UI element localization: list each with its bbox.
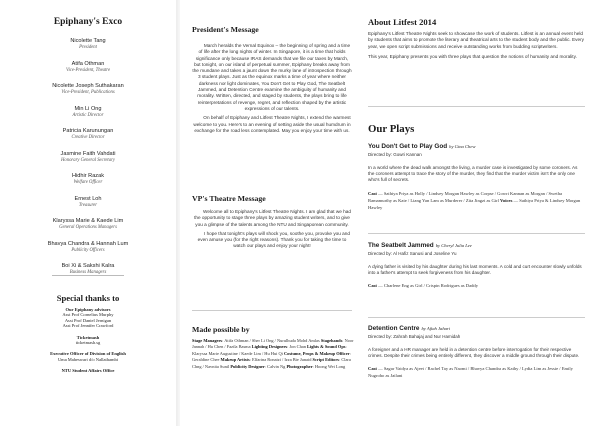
made-possible-heading: Made possible by — [192, 325, 250, 334]
member-name: Boi Xi & Sakshi Kalra — [61, 263, 115, 269]
play-entry — [368, 143, 585, 211]
exco-member — [0, 128, 176, 151]
play-author: by Afiah Jahari — [421, 326, 450, 331]
credit-names: Geraldine Chee — [192, 357, 220, 363]
exco-member — [0, 218, 176, 241]
credit-names: Jon Chan — [289, 344, 306, 350]
cast-list: — Sagar Vaidya as Ajeet / Rachel Tay as Naomi / Bhavya Chandra as Kathy / Lydia Lim as Jessie / Emily Nugroho as Jailani — [368, 366, 573, 379]
member-name: Min Li Ong — [74, 105, 102, 112]
thanks-line: Asst Prof Cornelius Murphy — [62, 312, 114, 318]
thanks-group — [0, 335, 176, 346]
exco-member — [0, 173, 176, 196]
exco-member — [0, 241, 176, 264]
about-paragraph: Epiphany's Litfest Theatre Nights seek to showcase the work of students. Litfest is an annual event held by students that aims to promote the literary and theatrical arts to the student body and the public. Every year, we open script submissions and receive outstanding works from budding scriptwriters. — [368, 31, 585, 49]
divider — [192, 310, 352, 311]
credit-role: Costume, Props & Makeup Officer — [283, 350, 350, 356]
cast-label: Cast — [368, 366, 377, 372]
play-synopsis: A dying father is visited by his daughter during his last moments. A cold and curt encounter slowly unfolds into a father's attempt to seek forgiveness from his daughter. — [368, 264, 582, 276]
member-role: Business Managers — [69, 270, 107, 275]
about-text — [368, 31, 585, 64]
member-role: Artistic Director — [72, 112, 104, 118]
cast-label: Cast — [368, 283, 377, 289]
vp-paragraph: Welcome all to Epiphany's Litfest Theatre Nights. I am glad that we had the opportunity to stage three plays by amazing student writers, and to give you a glimpse of the talents among the NTU and Singaporean community. — [194, 209, 351, 227]
exco-member — [0, 196, 176, 219]
about-heading: About Litfest 2014 — [368, 17, 437, 27]
plays-heading: Our Plays — [368, 123, 415, 135]
exco-member — [0, 106, 176, 129]
cast-list: — Charlene Eng as Girl / Crispin Rodrigues as Daddy — [378, 283, 478, 289]
president-heading: President's Message — [192, 25, 259, 34]
member-name: Atifa Othman — [71, 60, 105, 67]
vp-message — [192, 209, 352, 253]
exco-member — [0, 151, 176, 174]
about-paragraph: This year, Epiphany presents you with three plays that question the notions of humanity and morality. — [368, 53, 577, 59]
member-role: President — [79, 45, 97, 50]
exco-member — [0, 83, 176, 106]
member-role: Vice-President, Publications — [61, 90, 115, 95]
divider — [368, 233, 585, 234]
play-title: Detention Centre — [368, 325, 420, 332]
credit-names: Calvin Ng — [267, 363, 286, 369]
divider — [368, 106, 585, 107]
credit-names: Klaryssa Marie Augustine / Kaede Lim / Hu Hui Qi — [192, 350, 283, 356]
thanks-line: Asst Prof Jennifer Crawford — [62, 323, 114, 329]
exco-heading: Epiphany's Exco — [53, 17, 123, 27]
credit-role: Stage Managers — [192, 338, 223, 343]
credit-role: Script Editors — [312, 357, 339, 363]
divider — [368, 317, 585, 318]
messages-column — [192, 0, 354, 426]
thanks-group — [0, 368, 176, 373]
credit-role: Lighting Designers — [251, 344, 288, 350]
play-cast — [368, 190, 585, 211]
voices-list: — Sathiya Priya & Lindsey Morgan Hawley — [368, 197, 581, 210]
credit-names: Hoong Wei Long — [314, 363, 346, 369]
play-author: by Cheryl Julia Lee — [435, 243, 472, 248]
member-role: Honorary General Secretary — [61, 157, 115, 163]
exco-member — [0, 38, 176, 61]
credit-role: Publicity Designer — [230, 363, 265, 369]
member-name: Bhavya Chandra & Hannah Lum — [47, 240, 129, 247]
play-synopsis: A foreigner and a HR manager are held in a detention centre before interrogation for their respective crimes. Despite their crimes being entirely different, they discover a middle ground through their dispute. — [368, 347, 580, 359]
member-role: Welfare Officer — [73, 180, 103, 185]
divider — [52, 275, 124, 276]
thanks-group — [0, 351, 176, 362]
vp-paragraph: I hope that tonight's plays will shock you, soothe you, provoke you and even amuse you (for the right reasons). Thank you for taking the time to watch our plays and enjoy your night! — [197, 230, 351, 249]
member-role: Publicity Officers — [71, 247, 105, 253]
member-name: Hidhir Razak — [71, 173, 105, 179]
thanks-list — [0, 307, 176, 380]
voices-label: Voices — [500, 197, 513, 203]
member-name: Nicolette Joseph Suthakaran — [52, 83, 124, 89]
play-title-line — [368, 325, 585, 332]
play-director: Directed by: Zahrah Bahajaj and Nur Hamidah — [368, 334, 461, 339]
play-cast — [368, 282, 585, 289]
credits-list: Stage Managers: Atifa Othman / Sher Li Ong / Nurulhuda Mohd Amlas Stagehands: Noor Jannah / Hu Chen / Fazila Basma Lighting Designers: Jon Chan Lights & Sound Ops: Klaryssa Marie Augustine / Kaede Lim / Hu Hui Qi Costume, Props & Makeup Officer: Geraldine Chee Makeup Artists: Elfarina Ronaizi / Izza Bte Junaid Script Editors: Clara Chng / Navnita Sunil Publicity Designer: Calvin Ng Photographer: Hoong Wei Long — [192, 338, 354, 369]
president-paragraph: March heralds the Vernal Equinox – the beginning of spring and a time of life after the long nights of winter. In Singapore, it is a time that holds significance only because IRAS demands that we file our taxes by March, but tonight, on our island of perpetual summer, Epiphany breaks away from the mundane and takes a jaunt down the murky lane of introspection through 3 student plays. Just as the equinox marks a time of year where neither darkness nor light dominates, You Don't Get to Play God, The Seatbelt Jammed, and Detention Centre examine the ambiguity of humanity and morality. Written, directed, and staged by students, the plays bring to life reinterpretations of revenge, regret, and reflection shaped by the artistic expressions of our talents. — [192, 43, 352, 111]
play-author: by Gina Chew — [449, 144, 476, 149]
member-role: General Operations Managers — [59, 225, 117, 230]
vp-heading: VP's Theatre Message — [192, 194, 266, 203]
credit-names: Noor Jannah / Hu Chen / Fazila Basma — [192, 338, 354, 350]
thanks-line: ticketmash.sg — [75, 340, 101, 346]
play-title-line — [368, 242, 585, 249]
thanks-group-heading: Ticketmash — [76, 334, 100, 340]
page-fold — [176, 0, 180, 426]
member-role: Vice-President, Theatre — [65, 67, 111, 73]
exco-list — [0, 38, 176, 286]
play-cast — [368, 365, 585, 379]
cast-label: Cast — [368, 190, 377, 196]
thanks-line: Asst Prof Daniel Jernigan — [64, 317, 112, 323]
play-synopsis: In a world where the dead walk amongst the living, a murder case is investigated by some coroners. As the coroners attempt to trace the story of the murder, they find that the murder victim isn't the only one who's full of secrets. — [368, 165, 578, 183]
play-director: Directed by: Gowri Kannan — [368, 152, 422, 157]
thanks-heading: Special thanks to — [56, 293, 120, 303]
member-role: Creative Director — [71, 135, 105, 140]
member-name: Ernest Loh — [74, 195, 102, 202]
credit-names: Atifa Othman / Sher Li Ong / Nurulhuda Mohd Amlas — [224, 338, 320, 343]
thanks-group-heading: Executive Officer of Division of English — [50, 351, 126, 357]
president-message — [192, 43, 352, 137]
thanks-line: Uma Maheswari d/o Nallathambi — [57, 356, 119, 362]
credit-role: Lights & Sound Ops — [307, 344, 346, 350]
thanks-group-heading: Our Epiphany advisors — [65, 307, 111, 312]
credit-names: Elfarina Ronaizi / Izza Bte Junaid — [252, 357, 312, 363]
cast-list: — Sathiya Priya as Holly / Lindsey Morgan Hawley as Corpse / Gowri Kannan as Morgan / Swetha Ramamurthy as Kate / Liang Yan Lam as Murderer / Zita Jingzi as Girl — [368, 190, 563, 203]
play-title: You Don't Get to Play God — [368, 143, 448, 150]
member-name: Klaryssa Marie & Kaede Lim — [52, 218, 124, 224]
member-name: Jasmine Faith Vahdati — [60, 150, 116, 157]
exco-member — [0, 61, 176, 84]
credit-role: Makeup Artists — [220, 357, 250, 363]
member-name: Nicolette Tang — [70, 38, 106, 44]
play-entry — [368, 325, 585, 379]
credit-role: Stagehands — [320, 338, 343, 343]
member-name: Patricia Karunungan — [62, 128, 114, 134]
play-title-line — [368, 143, 585, 150]
plays-column — [368, 0, 586, 426]
credit-names: Clara Chng / Navnita Sunil — [192, 357, 351, 369]
thanks-group-heading: NTU Student Affairs Office — [61, 368, 115, 374]
play-entry — [368, 242, 585, 289]
thanks-group — [0, 307, 176, 329]
play-title: The Seatbelt Jammed — [368, 242, 434, 249]
play-director: Directed by: Al Hafiz Sanusi and Joseline Yu — [368, 251, 457, 256]
exco-column — [0, 0, 176, 426]
president-paragraph: On behalf of Epiphany and Litfest Theatre Nights, I extend the warmest welcome to you. Here's to an evening of setting aside the usual humdrum in exchange for the road less contemplated. May you enjoy your time with us. — [193, 115, 351, 133]
member-role: Treasurer — [78, 202, 98, 208]
credit-role: Photographer — [286, 363, 313, 369]
